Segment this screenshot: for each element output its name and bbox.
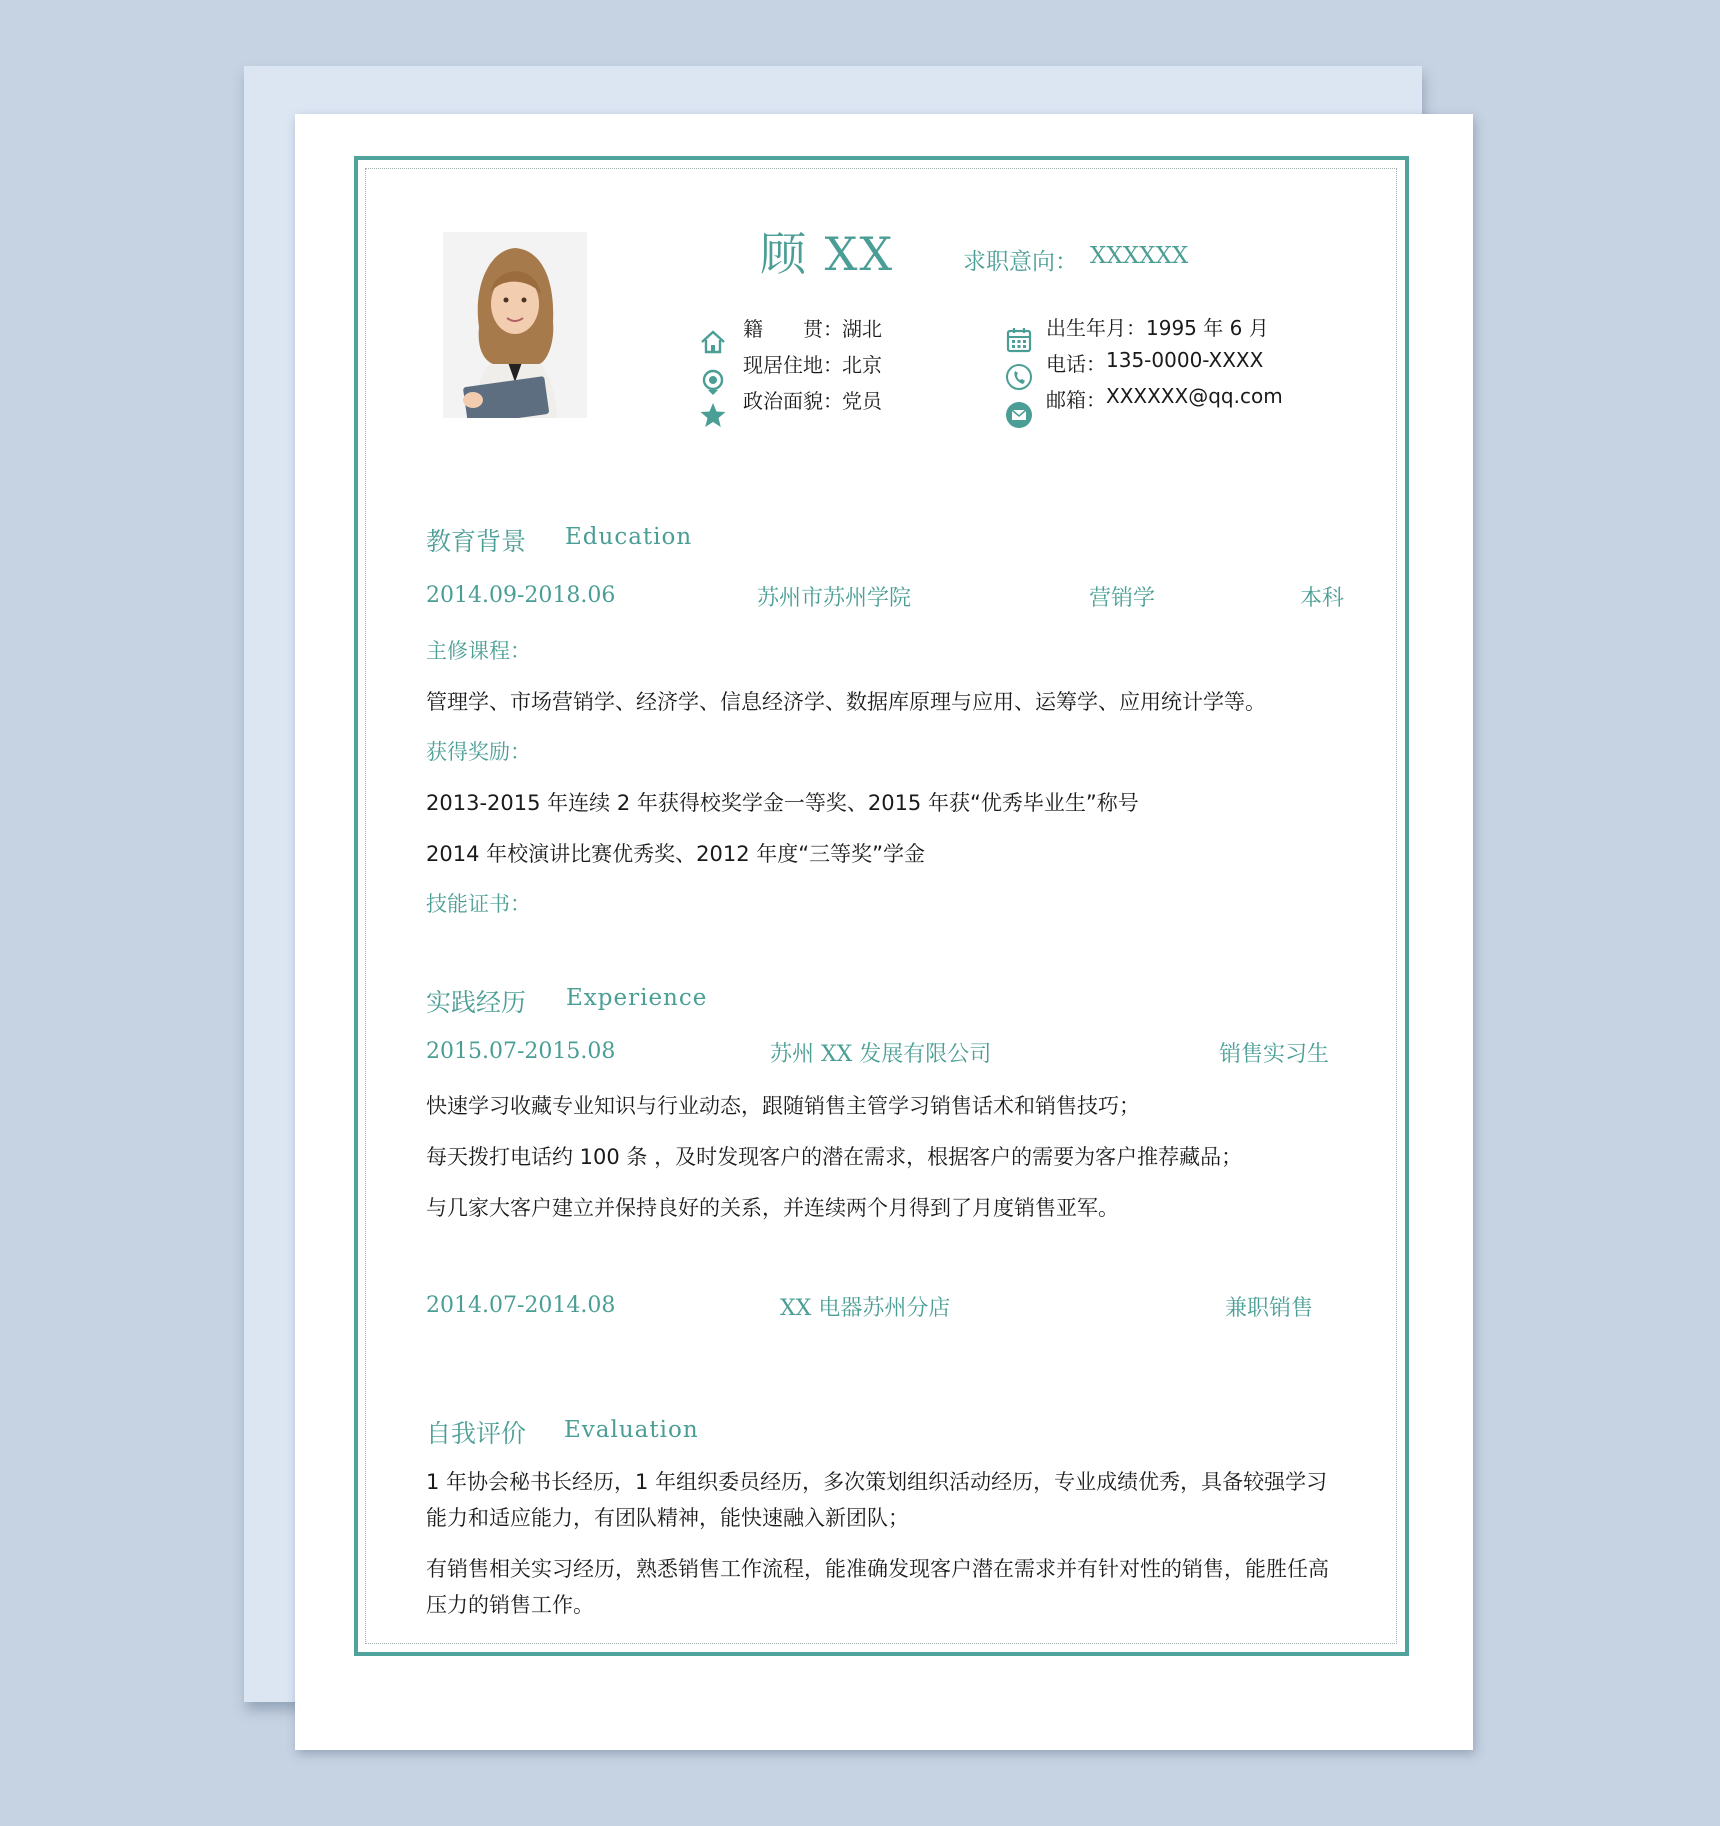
- home-icon: [699, 328, 727, 356]
- job-detail: 与几家大客户建立并保持良好的关系，并连续两个月得到了月度销售亚军。: [426, 1196, 1119, 1220]
- residence-value: 北京: [842, 353, 882, 377]
- phone-value: 135-0000-XXXX: [1106, 348, 1264, 372]
- education-school: 苏州市苏州学院: [757, 586, 912, 611]
- candidate-name: 顾 XX: [760, 227, 895, 281]
- education-title: 教育背景: [426, 527, 527, 556]
- residence-label: 现居住地：: [743, 353, 843, 377]
- education-period: 2014.09-2018.06: [426, 583, 616, 608]
- birth-date-label: 出生年月：: [1046, 316, 1146, 340]
- evaluation-title-en: Evaluation: [564, 1417, 699, 1443]
- job-detail: 每天拨打电话约 100 条 ，及时发现客户的潜在需求，根据客户的需要为客户推荐藏品；: [426, 1145, 1243, 1169]
- job-company: XX 电器苏州分店: [780, 1296, 951, 1321]
- birth-date-value: 1995 年 6 月: [1146, 316, 1269, 340]
- profile-photo: [443, 232, 587, 418]
- star-icon: [699, 401, 727, 429]
- email-value: XXXXXX@qq.com: [1106, 384, 1283, 408]
- education-degree: 本科: [1300, 586, 1345, 611]
- calendar-icon: [1005, 326, 1033, 354]
- job-company: 苏州 XX 发展有限公司: [770, 1042, 992, 1067]
- award-line: 2014 年校演讲比赛优秀奖、2012 年度“三等奖”学金: [426, 842, 925, 866]
- political-status-label: 政治面貌：: [743, 389, 843, 413]
- certificates-label: 技能证书：: [426, 892, 531, 916]
- awards-label: 获得奖励：: [426, 740, 531, 764]
- evaluation-title: 自我评价: [426, 1419, 527, 1448]
- experience-title: 实践经历: [426, 988, 527, 1017]
- job-period: 2014.07-2014.08: [426, 1293, 616, 1318]
- evaluation-line: 能力和适应能力，有团队精神，能快速融入新团队；: [426, 1506, 909, 1530]
- award-line: 2013-2015 年连续 2 年获得校奖学金一等奖、2015 年获“优秀毕业生”称号: [426, 791, 1139, 815]
- job-detail: 快速学习收藏专业知识与行业动态，跟随销售主管学习销售话术和销售技巧；: [426, 1094, 1140, 1118]
- job-intent-label: 求职意向：: [963, 249, 1078, 275]
- education-title-en: Education: [565, 524, 693, 550]
- phone-icon: [1005, 363, 1033, 391]
- job-role: 兼职销售: [1225, 1296, 1314, 1321]
- courses-label: 主修课程：: [426, 639, 531, 663]
- hometown-label: 籍 贯：: [743, 317, 843, 341]
- job-role: 销售实习生: [1219, 1042, 1330, 1067]
- evaluation-line: 压力的销售工作。: [426, 1593, 594, 1617]
- hometown-value: 湖北: [842, 317, 882, 341]
- evaluation-line: 有销售相关实习经历，熟悉销售工作流程，能准确发现客户潜在需求并有针对性的销售，能胜任高: [426, 1557, 1329, 1581]
- mail-icon: [1005, 401, 1033, 429]
- education-major: 营销学: [1089, 586, 1156, 611]
- political-status-value: 党员: [842, 389, 882, 413]
- evaluation-line: 1 年协会秘书长经历，1 年组织委员经历，多次策划组织活动经历，专业成绩优秀，具备较强学习: [426, 1470, 1328, 1494]
- location-pin-icon: [699, 368, 727, 396]
- experience-title-en: Experience: [566, 985, 708, 1011]
- job-intent-value: XXXXXX: [1090, 243, 1189, 269]
- courses-text: 管理学、市场营销学、经济学、信息经济学、数据库原理与应用、运筹学、应用统计学等。: [426, 690, 1266, 714]
- phone-label: 电话：: [1046, 352, 1106, 376]
- job-period: 2015.07-2015.08: [426, 1039, 616, 1064]
- email-label: 邮箱：: [1046, 388, 1106, 412]
